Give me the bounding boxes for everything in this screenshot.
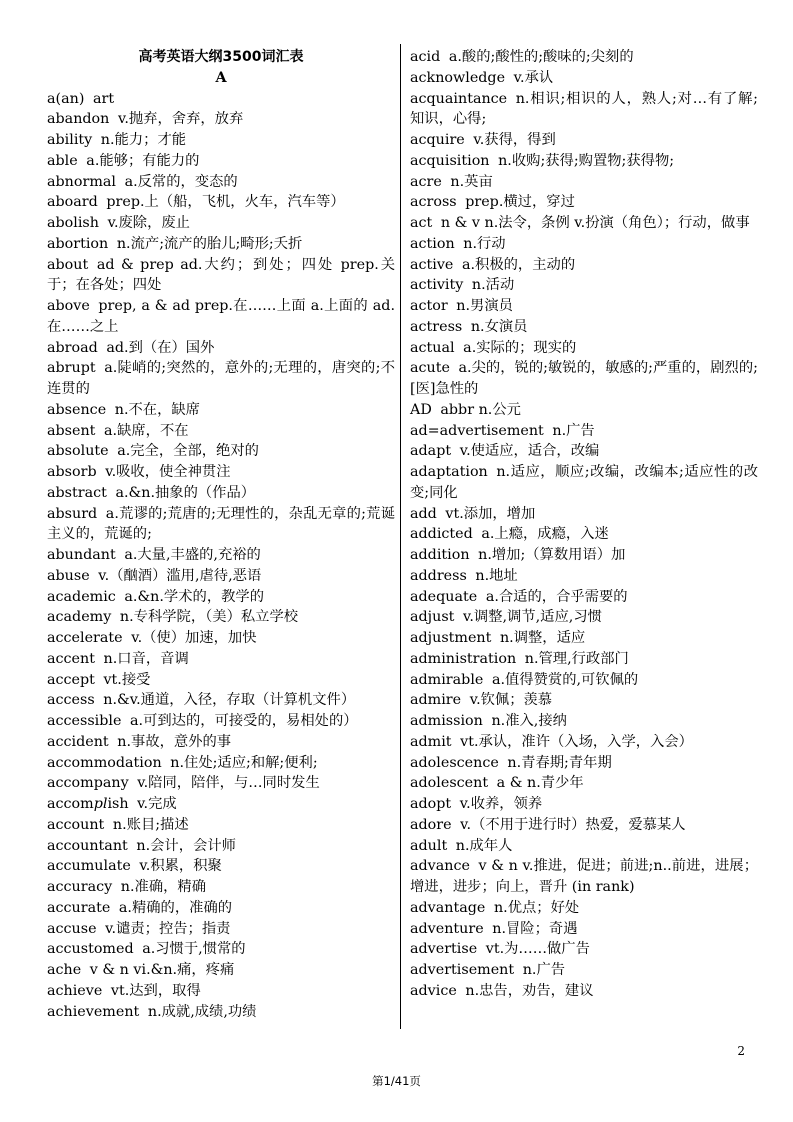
vocab-word: absorb [47,464,97,480]
vocab-word: absolute [47,443,109,460]
vocab-entry [410,462,758,504]
vocab-word: ability [47,132,93,148]
vocab-definition: n.英亩 [450,173,493,190]
vocab-definition: v.陪同，陪伴，与…同时发生 [137,775,320,792]
vocab-entry [47,421,395,442]
right-entry-list [410,47,758,1002]
vocab-entry [410,400,758,421]
vocab-word: adaptation [410,464,488,480]
vocab-entry [47,338,395,359]
vocab-entry [47,296,395,338]
vocab-definition: n.相识;相识的人，熟人;对…有了解;知识，心得; [410,90,758,128]
vocab-word: abuse [47,567,90,584]
vocab-word: about [47,256,89,273]
vocab-definition: v.抛弃，舍弃，放弃 [117,111,244,128]
vocab-entry [47,130,395,151]
vocab-entry [410,545,758,566]
vocab-entry [47,462,395,483]
vocab-entry [410,815,758,836]
vocab-word: abnormal [47,173,116,190]
vocab-entry [410,441,758,462]
vocab-word: acquisition [410,152,490,169]
vocab-word: academy [47,609,112,626]
vocab-definition: v.吸收，使全神贯注 [105,464,231,480]
vocab-word: abolish [47,215,99,231]
vocab-entry [410,856,758,898]
vocab-definition: n.管理,行政部门 [524,650,629,667]
vocab-entry [47,649,395,670]
vocab-word: abroad [47,339,98,356]
vocab-entry [47,939,395,960]
section-letter: A [215,69,227,86]
vocab-entry [47,483,395,504]
vocab-entry [47,172,395,193]
vocab-word: abrupt [47,360,96,377]
vocab-entry [47,732,395,753]
vocab-word: action [410,235,455,252]
vocab-definition: vt.添加，增加 [445,505,536,522]
vocab-entry [47,856,395,877]
vocab-entry [47,815,395,836]
vocab-entry [47,109,395,130]
vocab-word: adult [410,837,448,854]
vocab-entry [410,151,758,172]
vocab-word: advantage [410,899,486,916]
vocab-word: acknowledge [410,69,506,86]
vocab-entry [47,234,395,255]
vocab-definition: n.口音，音调 [103,650,189,667]
vocab-definition: n.流产;流产的胎儿;畸形;夭折 [116,235,303,252]
vocab-definition: vt.接受 [103,671,151,688]
vocab-word: advertise [410,941,478,958]
vocab-definition: v.（不用于进行时）热爱，爱慕某人 [460,816,686,833]
vocab-entry [410,898,758,919]
vocab-definition: v.积累，积聚 [139,858,222,875]
vocab-definition: a & n.青少年 [496,775,584,792]
vocab-word: advertisement [410,962,515,978]
vocab-word [47,796,129,812]
vocab-entry [410,649,758,670]
vocab-definition: a.酸的;酸性的;酸味的;尖刻的 [448,49,634,65]
vocab-word: aboard [47,194,98,211]
vocab-entry [410,213,758,234]
vocab-word: acute [410,360,450,377]
vocab-definition: v.获得，得到 [473,132,556,148]
vocab-definition: vt.承认，准许（入场，入学，入会） [460,733,693,750]
vocab-word: abundant [47,547,116,563]
vocab-word: adjustment [410,630,492,646]
vocab-entry [410,317,758,338]
vocab-definition: n & v n.法令，条例 v.扮演（角色）；行动，做事 [440,215,750,231]
vocab-definition: abbr n.公元 [440,401,521,418]
vocab-word: accelerate [47,630,123,646]
page-number: 2 [737,1044,745,1058]
vocab-definition: a.积极的，主动的 [461,256,576,273]
vocab-word: adequate [410,588,478,605]
vocab-word: acquaintance [410,90,508,107]
vocab-definition: a.缺席，不在 [104,422,189,439]
vocab-entry [410,773,758,794]
vocab-definition: v.调整,调节,适应,习惯 [462,609,602,626]
vocab-word: admit [410,733,452,750]
vocab-word: accident [47,733,109,750]
left-column [47,47,395,1022]
vocab-entry [410,981,758,1002]
vocab-word: achieve [47,982,103,999]
vocab-entry [410,275,758,296]
vocab-entry [47,607,395,628]
vocab-word: addition [410,547,470,563]
vocab-word: account [47,816,105,833]
vocab-entry [47,441,395,462]
vocab-entry [410,628,758,649]
vocab-entry [47,981,395,1002]
right-column [410,47,758,1002]
vocab-word: achievement [47,1003,140,1020]
vocab-definition: a.大量,丰盛的,充裕的 [124,547,261,563]
vocab-entry [47,960,395,981]
vocab-entry [410,338,758,359]
vocab-word: above [47,298,90,314]
vocab-word: accuse [47,920,97,937]
vocab-definition: n.&v.通道，入径，存取（计算机文件） [103,692,356,709]
vocab-entry [47,89,395,110]
vocab-word: admission [410,713,483,729]
vocab-entry [410,172,758,193]
vocab-entry [410,607,758,628]
vocab-definition: vt.达到，取得 [110,982,201,999]
vocab-word: adjust [410,609,455,626]
vocab-word: admire [410,692,462,709]
vocab-entry [410,421,758,442]
vocab-word: accustomed [47,941,134,958]
vocab-word: absurd [47,505,98,522]
vocab-entry [47,877,395,898]
vocab-word: AD [410,401,432,418]
vocab-entry [47,690,395,711]
vocab-word-part: pl [93,796,108,812]
vocab-definition: n.收购;获得;购置物;获得物; [498,152,675,169]
vocab-entry [410,255,758,276]
vocab-word-part: accom [47,796,94,812]
vocab-word: accumulate [47,858,131,875]
vocab-entry [47,192,395,213]
vocab-definition: n.女演员 [470,318,528,335]
vocab-word: accountant [47,837,128,854]
vocab-entry [47,836,395,857]
vocab-definition: v.废除，废止 [107,215,190,231]
vocab-entry [47,919,395,940]
vocab-definition: n.适应，顺应;改编，改编本;适应性的改变;同化 [410,464,758,501]
vocab-definition: a.可到达的，可接受的，易相处的） [130,713,358,729]
vocab-definition: a.值得赞赏的,可钦佩的 [491,671,639,688]
vocab-word: abortion [47,235,109,252]
vocab-definition: a.合适的，合乎需要的 [485,588,628,605]
vocab-definition: v.（使）加速，加快 [131,630,257,646]
vocab-entry [410,358,758,400]
vocab-definition: a.习惯于,惯常的 [142,941,246,958]
document-title: 高考英语大纲3500词汇表 [138,49,304,65]
vocab-definition: art [93,90,115,107]
vocab-definition: n.账目;描述 [112,816,189,833]
vocab-word: actual [410,339,455,356]
vocab-word: accurate [47,899,111,916]
vocab-definition: n.会计，会计师 [136,837,236,854]
vocab-definition: v.钦佩；羡慕 [469,692,553,709]
vocab-entry [410,753,758,774]
vocab-word: adolescence [410,754,499,771]
vocab-entry [410,234,758,255]
vocab-entry [410,836,758,857]
vocab-entry [410,670,758,691]
vocab-definition: n.广告 [522,962,566,978]
vocab-word: ad=advertisement [410,422,544,439]
vocab-definition: a.上瘾，成瘾，入迷 [481,526,609,543]
vocab-word: adapt [410,443,452,460]
vocab-definition: n.忠告，劝告，建议 [465,982,594,999]
vocab-definition: n.优点；好处 [493,899,580,916]
vocab-definition: v & n v.推进，促进；前进;n..前进，进展；增进，进步；向上，晋升 (in rank) [410,858,758,895]
vocab-definition: v.使适应，适合，改编 [459,443,600,460]
vocab-definition: a.陡峭的;突然的，意外的;无理的，唐突的;不连贯的 [47,360,395,397]
vocab-entry [410,524,758,545]
vocab-word: actor [410,298,448,314]
vocab-definition: ad.到（在）国外 [106,339,215,356]
vocab-definition: v.承认 [513,69,554,86]
vocab-entry [47,255,395,297]
vocab-definition: prep.上（船，飞机，火车，汽车等） [106,194,345,211]
vocab-entry [47,400,395,421]
vocab-definition: n.成就,成绩,功绩 [147,1003,257,1020]
vocab-word: advance [410,858,470,875]
vocab-definition: n.能力；才能 [100,132,187,148]
vocab-word: adore [410,816,452,833]
vocab-word: absent [47,422,96,439]
vocab-entry [410,89,758,131]
vocab-definition: v.收养，领养 [459,796,543,812]
column-divider [400,44,401,1029]
vocab-definition: n.成年人 [455,837,513,854]
vocab-entry [47,628,395,649]
vocab-word: admirable [410,671,484,688]
vocab-definition: vt.为……做广告 [485,941,590,958]
vocab-word: abstract [47,484,107,501]
vocab-definition: a.&n.抽象的（作品） [115,484,256,501]
vocab-definition: n.住处;适应;和解;便利; [170,754,318,771]
vocab-definition: prep, a & ad prep.在……上面 a.上面的 ad.在……之上 [47,298,395,335]
vocab-entry [410,192,758,213]
vocab-definition: v.（酗酒）滥用,虐待,恶语 [98,567,262,584]
vocab-word: ache [47,962,82,978]
vocab-definition: n.男演员 [456,298,513,314]
vocab-word: activity [410,277,464,294]
vocab-definition: n.行动 [463,235,506,252]
vocab-entry [47,587,395,608]
vocab-entry [410,68,758,89]
vocab-word: actress [410,318,463,335]
vocab-word: acid [410,49,441,65]
vocab-word: acquire [410,132,465,148]
vocab-word: add [410,505,437,522]
vocab-definition: n.准确，精确 [120,879,207,895]
vocab-word: absence [47,401,107,418]
vocab-entry [47,1002,395,1023]
vocab-word-part: ish [107,796,129,812]
vocab-entry [410,919,758,940]
vocab-definition: n.调整，适应 [499,630,586,646]
vocab-definition: n.冒险；奇遇 [492,920,578,937]
vocab-entry [410,566,758,587]
vocab-definition: n.地址 [475,567,518,584]
vocab-entry [47,545,395,566]
vocab-definition: ad & prep ad.大约；到处；四处 prep.关于；在各处；四处 [47,256,395,294]
vocab-definition: a.&n.学术的，教学的 [124,588,265,605]
vocab-word: act [410,215,433,231]
vocab-definition: n.专科学院，（美）私立学校 [119,609,299,626]
vocab-word: acre [410,173,442,190]
vocab-definition: a.精确的，准确的 [118,899,233,916]
vocab-entry [410,587,758,608]
vocab-definition: a.荒谬的;荒唐的;无理性的，杂乱无章的;荒诞主义的，荒诞的; [47,505,395,543]
left-entry-list [47,89,395,1023]
vocab-entry [410,732,758,753]
vocab-word: a(an) [47,90,85,107]
vocab-entry [47,898,395,919]
vocab-entry [47,773,395,794]
vocab-entry [410,794,758,815]
vocab-entry [410,296,758,317]
vocab-word: adolescent [410,775,489,792]
vocab-word: addicted [410,526,473,543]
vocab-word: accept [47,671,95,688]
vocab-definition: v.完成 [137,796,177,812]
vocab-entry [410,690,758,711]
vocab-entry [410,504,758,525]
vocab-definition: a.完全，全部，绝对的 [117,443,259,460]
vocab-word: accuracy [47,879,113,895]
vocab-word: administration [410,650,517,667]
vocab-definition: n.活动 [471,277,515,294]
vocab-word: able [47,152,78,169]
vocab-word: across [410,194,457,211]
vocab-word: advice [410,982,457,999]
vocab-entry [410,47,758,68]
vocab-entry [47,670,395,691]
vocab-entry [47,213,395,234]
vocab-word: access [47,692,95,709]
vocab-definition: a.实际的；现实的 [463,339,577,356]
vocab-definition: n.不在，缺席 [114,401,200,418]
vocab-definition: n.增加;（算数用语）加 [478,547,626,563]
vocab-word: accessible [47,713,122,729]
vocab-entry [47,566,395,587]
vocab-word: adventure [410,920,484,937]
vocab-word: academic [47,588,116,605]
vocab-entry [410,939,758,960]
vocab-entry [410,711,758,732]
vocab-definition: v & n vi.&n.痛，疼痛 [89,962,235,978]
vocab-word: abandon [47,111,110,128]
vocab-definition: n.准入,接纳 [491,713,567,729]
vocab-word: accommodation [47,754,162,771]
vocab-word: active [410,256,454,273]
vocab-definition: n.青春期;青年期 [507,754,612,771]
vocab-word: accompany [47,775,129,792]
vocab-word: accent [47,650,95,667]
vocab-entry [47,504,395,546]
vocab-definition: a.反常的，变态的 [124,173,238,190]
vocab-definition: n.广告 [552,422,595,439]
vocab-entry [47,151,395,172]
vocab-entry [47,794,395,815]
vocab-definition: prep.横过，穿过 [465,194,575,211]
vocab-entry [47,358,395,400]
vocab-word: address [410,567,467,584]
vocab-definition: a.尖的，锐的;敏锐的，敏感的;严重的，剧烈的;[医]急性的 [410,360,758,397]
vocab-entry [410,960,758,981]
page-footer: 第1/41页 [372,1074,421,1088]
vocab-word: adopt [410,796,452,812]
vocab-entry [47,753,395,774]
vocab-entry [410,130,758,151]
vocab-definition: v.谴责；控告；指责 [105,920,231,937]
vocab-entry [47,711,395,732]
vocab-definition: a.能够；有能力的 [86,152,200,169]
vocab-definition: n.事故，意外的事 [117,733,232,750]
